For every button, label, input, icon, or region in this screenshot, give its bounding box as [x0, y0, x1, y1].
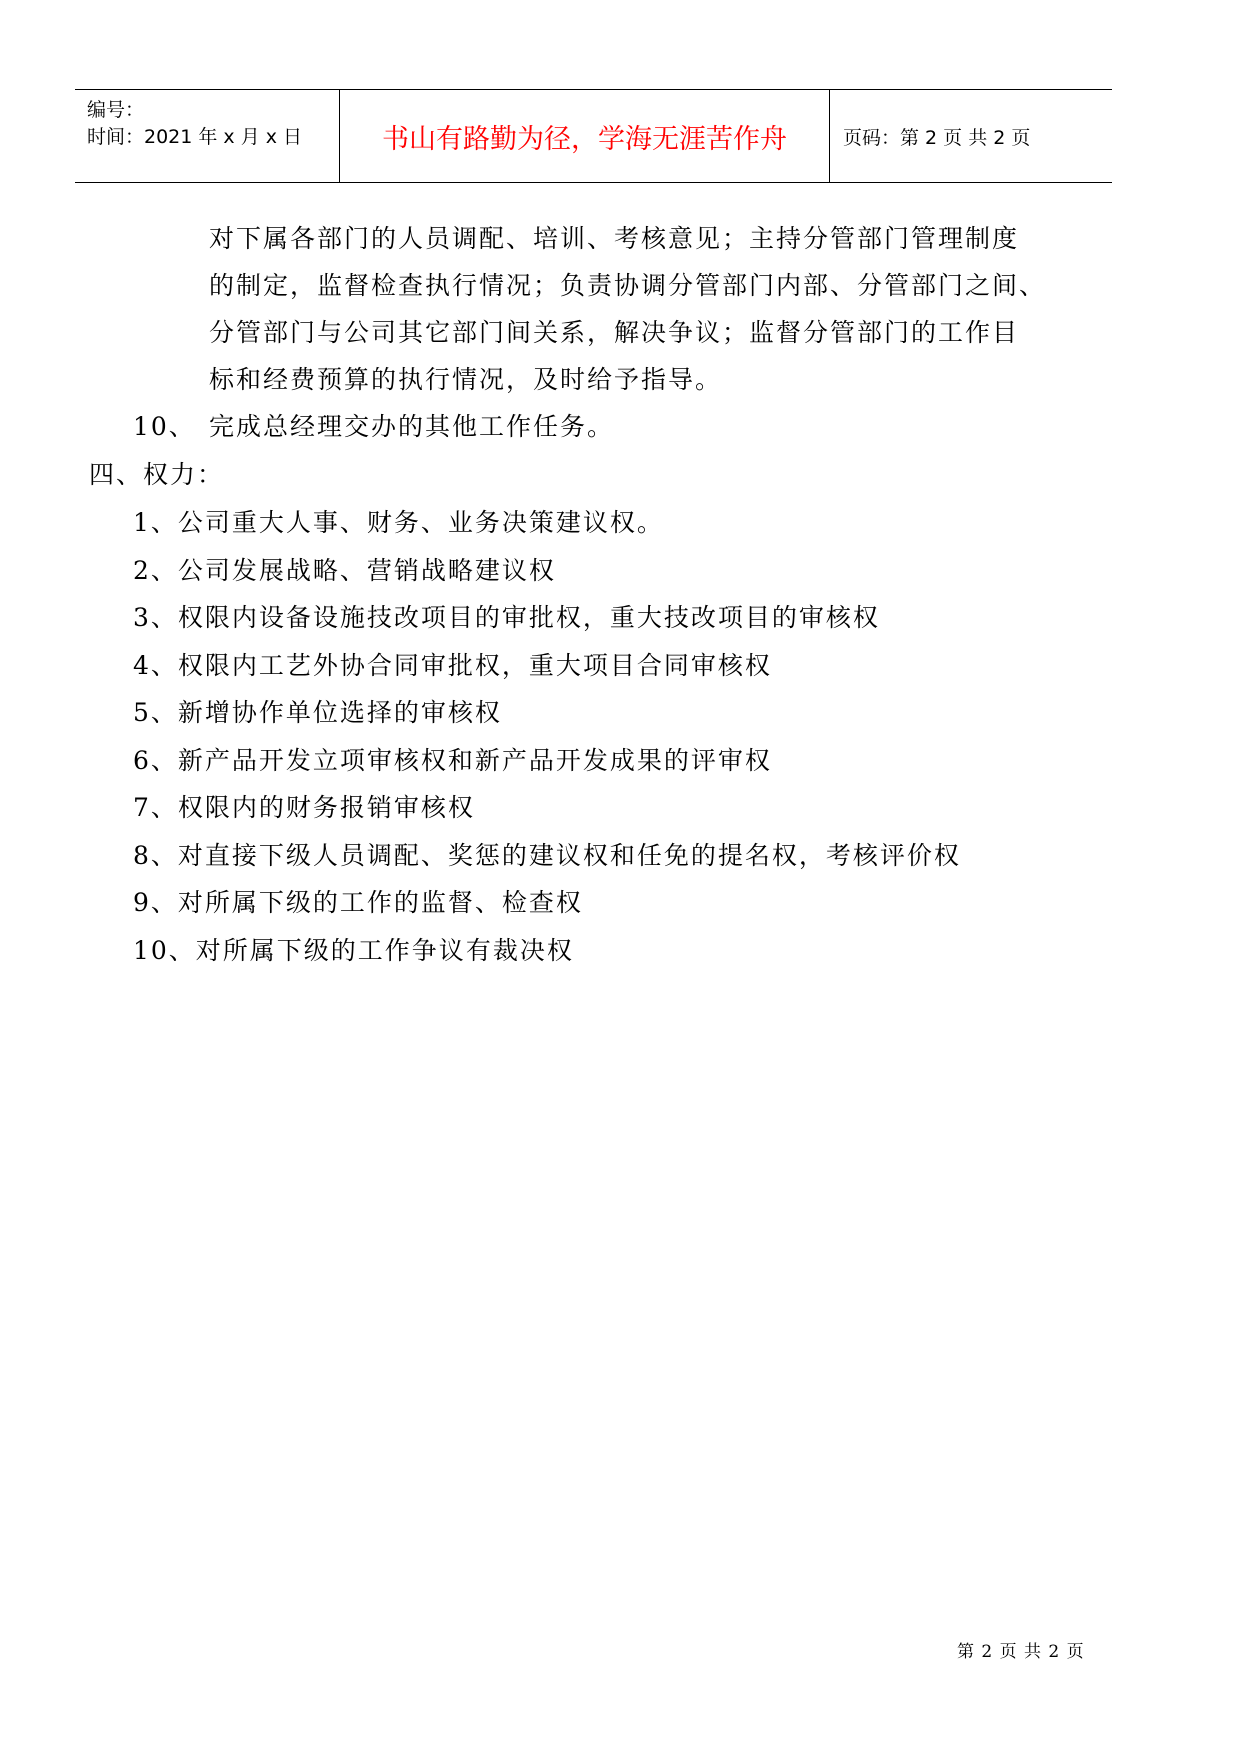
motto-text: 书山有路勤为径，学海无涯苦作舟	[382, 123, 787, 155]
power-item: 8、对直接下级人员调配、奖惩的建议权和任免的提名权，考核评价权	[133, 841, 961, 870]
document-header	[75, 89, 1112, 183]
paragraph-line: 分管部门与公司其它部门间关系，解决争议；监督分管部门的工作目	[209, 318, 1020, 347]
header-page-cell	[830, 90, 1112, 182]
power-item: 3、权限内设备设施技改项目的审批权，重大技改项目的审核权	[133, 603, 880, 632]
page-footer: 第 2 页 共 2 页	[957, 1642, 1085, 1662]
header-motto-cell	[340, 90, 830, 182]
document-number-label: 编号：	[87, 99, 145, 121]
power-item: 5、新增协作单位选择的审核权	[133, 698, 502, 727]
document-time-label: 时间：2021 年 x 月 x 日	[87, 126, 303, 148]
paragraph-line: 标和经费预算的执行情况，及时给予指导。	[209, 365, 723, 394]
power-item: 10、对所属下级的工作争议有裁决权	[133, 936, 574, 965]
paragraph-line: 对下属各部门的人员调配、培训、考核意见；主持分管部门管理制度	[209, 224, 1020, 253]
power-item: 4、权限内工艺外协合同审批权，重大项目合同审核权	[133, 651, 772, 680]
section-title: 四、权力：	[89, 460, 225, 489]
list-item-number: 10、	[133, 412, 196, 441]
power-item: 7、权限内的财务报销审核权	[133, 793, 475, 822]
power-item: 1、公司重大人事、财务、业务决策建议权。	[133, 508, 664, 537]
power-item: 2、公司发展战略、营销战略建议权	[133, 556, 556, 585]
paragraph-line: 的制定，监督检查执行情况；负责协调分管部门内部、分管部门之间、	[209, 271, 1047, 300]
list-item-text: 完成总经理交办的其他工作任务。	[209, 412, 615, 441]
header-page-info: 页码：第 2 页 共 2 页	[843, 126, 1031, 149]
power-item: 9、对所属下级的工作的监督、检查权	[133, 888, 583, 917]
header-info-cell	[75, 90, 340, 182]
power-item: 6、新产品开发立项审核权和新产品开发成果的评审权	[133, 746, 772, 775]
